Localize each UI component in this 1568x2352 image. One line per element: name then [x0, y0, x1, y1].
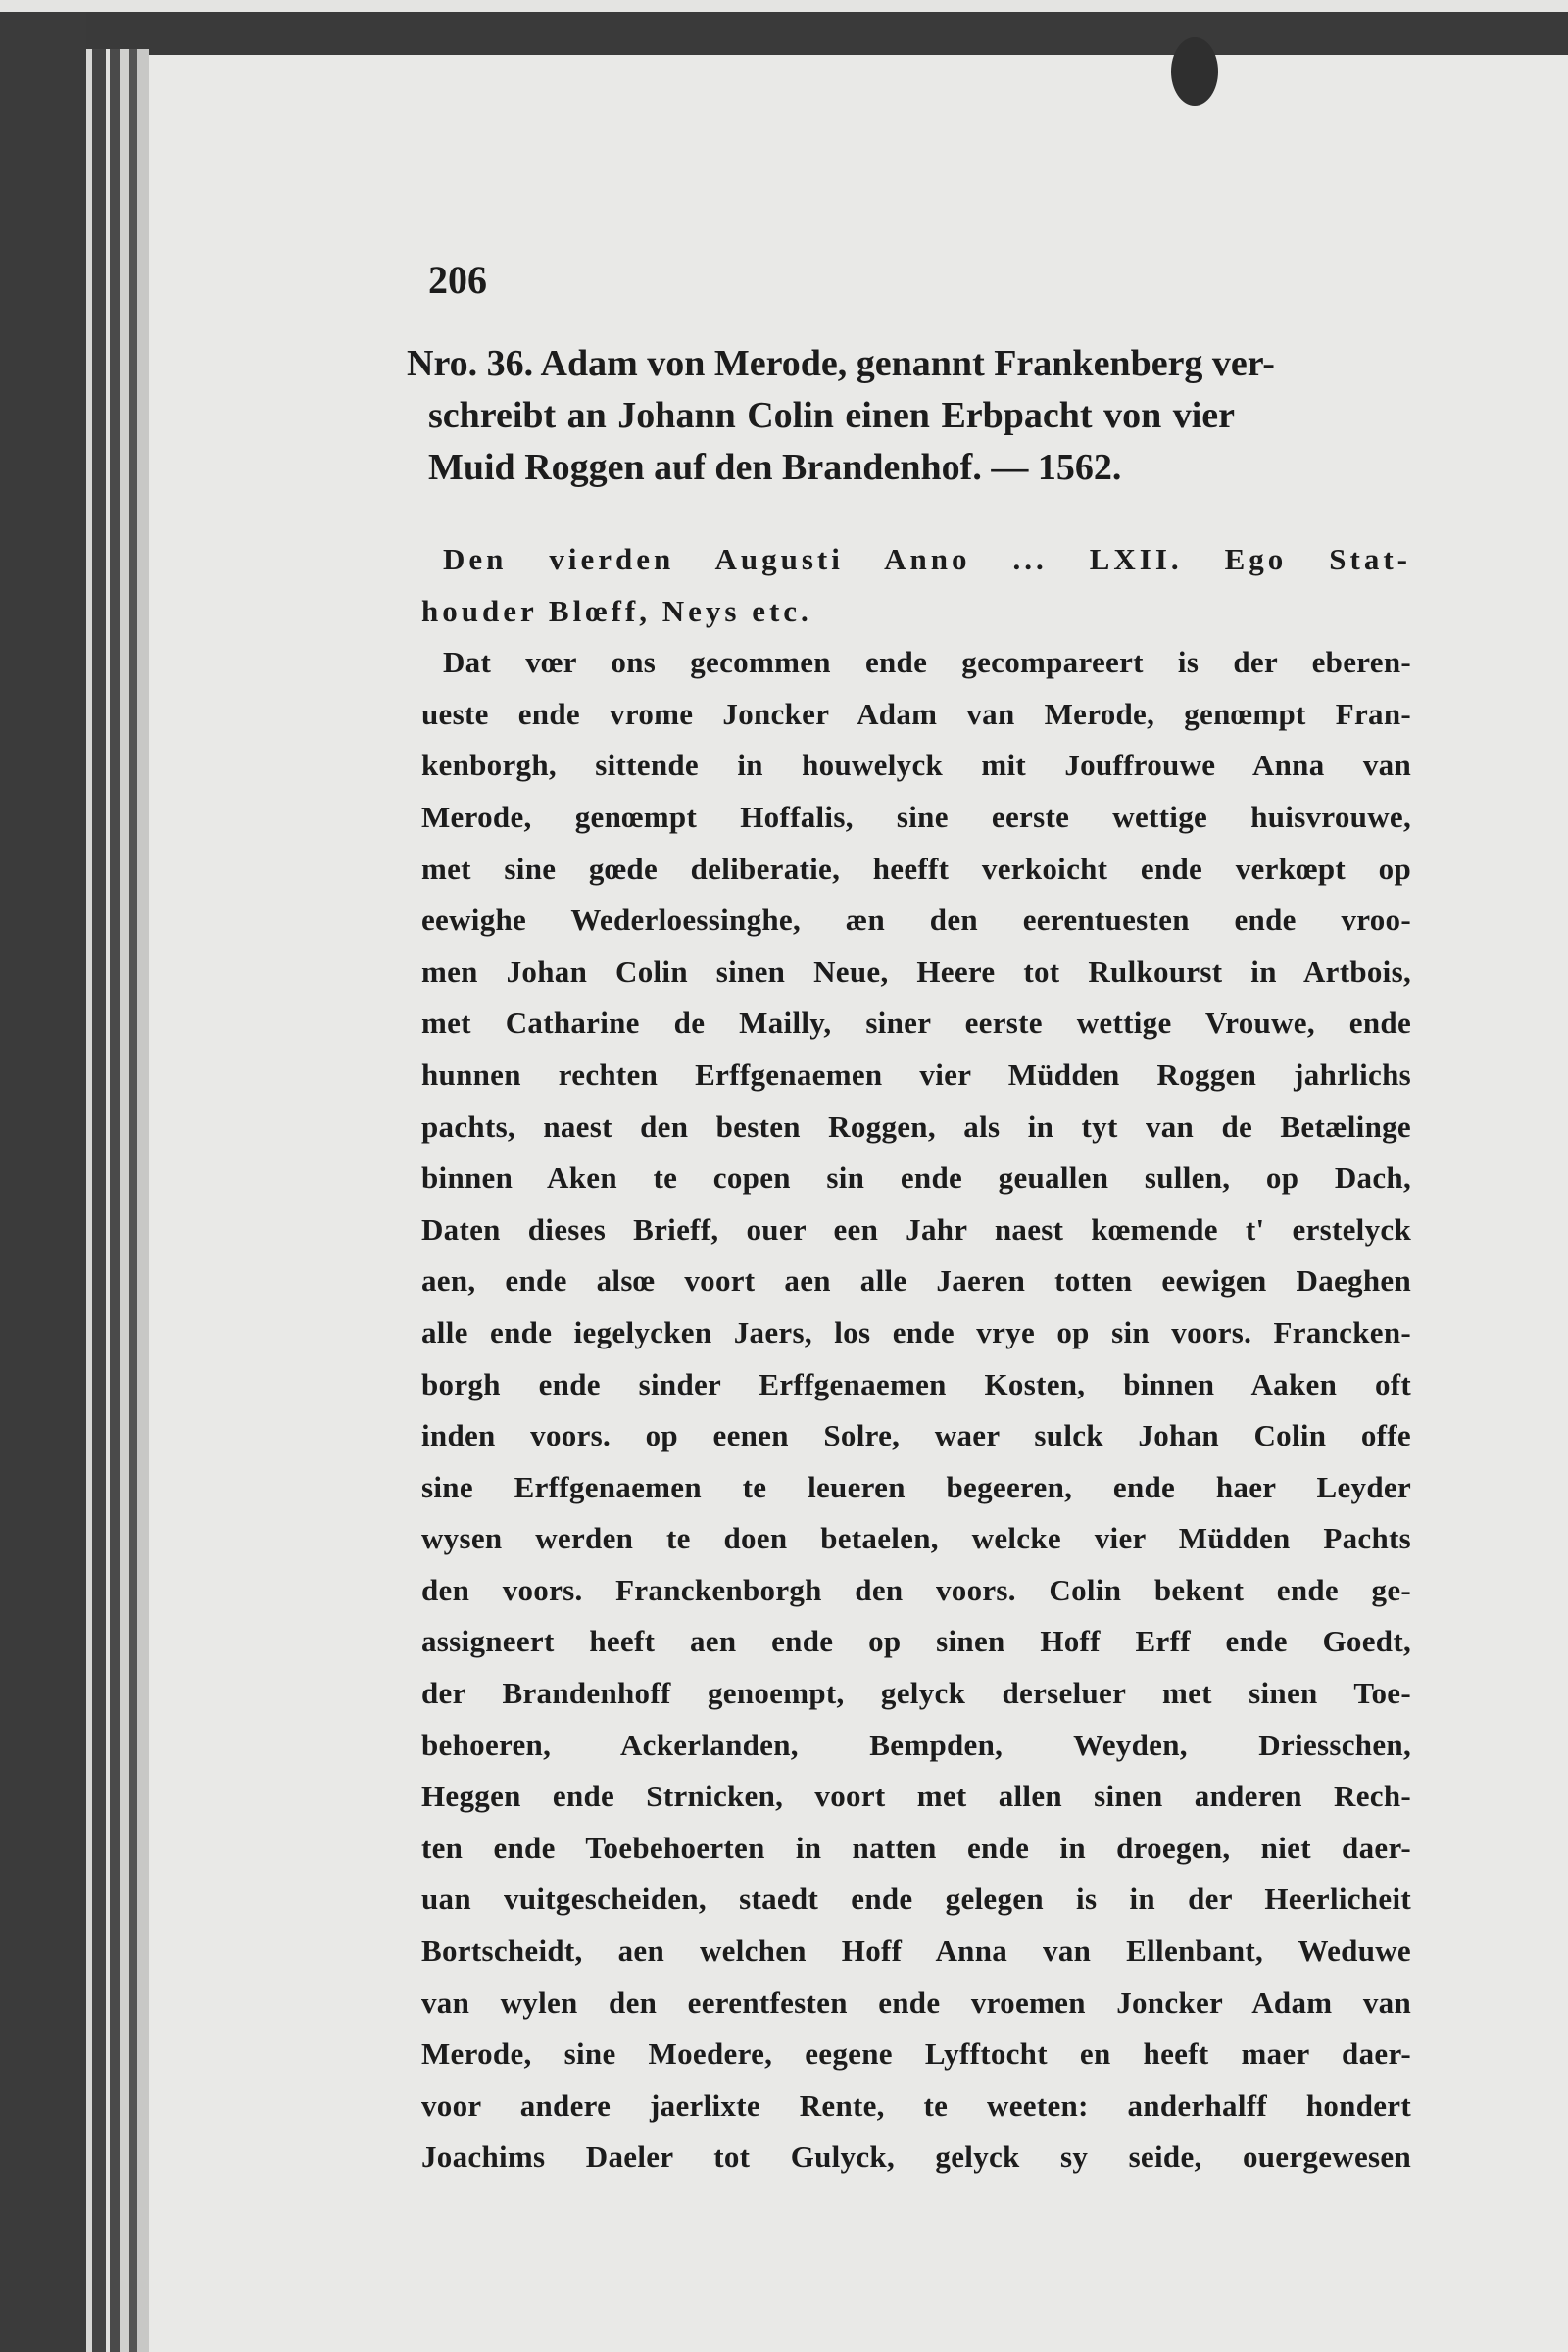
scan-left-border: [0, 12, 86, 2352]
body-line: hunnen rechten Erffgenaemen vier Müdden Roggen jahrlichs: [421, 1056, 1411, 1092]
body-line: inden voors. op eenen Solre, waer sulck Johan Colin offe: [421, 1418, 1411, 1453]
body-line: Daten dieses Brieff, ouer een Jahr naest kœmende t' erstelyck: [421, 1211, 1411, 1247]
body-line: met sine gœde deliberatie, heefft verkoicht ende verkœpt op: [421, 851, 1411, 886]
page-hole: [1171, 37, 1218, 106]
body-line: sine Erffgenaemen te leueren begeeren, ende haer Leyder: [421, 1469, 1411, 1504]
body-line: den voors. Franckenborgh den voors. Colin bekent ende ge-: [421, 1572, 1411, 1607]
body-line: eewighe Wederloessinghe, æn den eerentuesten ende vroo-: [421, 903, 1411, 938]
body-line: Bortscheidt, aen welchen Hoff Anna van Ellenbant, Weduwe: [421, 1934, 1411, 1969]
heading-line: Muid Roggen auf den Brandenhof. — 1562.: [428, 447, 1122, 488]
scan-top-edge: [0, 0, 1568, 12]
scan-top-border: [0, 12, 1568, 55]
body-line: Merode, genœmpt Hoffalis, sine eerste wettige huisvrouwe,: [421, 799, 1411, 834]
body-line: aen, ende alsœ voort aen alle Jaeren totten eewigen Daeghen: [421, 1263, 1411, 1298]
document-body: [421, 534, 1411, 2183]
heading-line: schreibt an Johann Colin einen Erbpacht von vier: [428, 395, 1235, 436]
heading-line: Nro. 36. Adam von Merode, genannt Frankenberg ver-: [407, 343, 1275, 384]
body-line: voor andere jaerlixte Rente, te weeten: anderhalff hondert: [421, 2087, 1411, 2123]
page-number: 206: [428, 258, 487, 302]
body-line: kenborgh, sittende in houwelyck mit Jouffrouwe Anna van: [421, 748, 1411, 783]
body-line: wysen werden te doen betaelen, welcke vier Müdden Pachts: [421, 1521, 1411, 1556]
document-heading: [407, 338, 1275, 494]
body-line: uan vuitgescheiden, staedt ende gelegen is in der Heerlicheit: [421, 1882, 1411, 1917]
body-line: Joachims Daeler tot Gulyck, gelyck sy seide, ouergewesen: [421, 2139, 1411, 2175]
body-line: men Johan Colin sinen Neue, Heere tot Rulkourst in Artbois,: [421, 954, 1411, 989]
body-line: borgh ende sinder Erffgenaemen Kosten, binnen Aaken oft: [421, 1366, 1411, 1401]
body-line: met Catharine de Mailly, siner eerste wettige Vrouwe, ende: [421, 1005, 1411, 1041]
body-line: van wylen den eerentfesten ende vroemen Joncker Adam van: [421, 1984, 1411, 2020]
body-line: alle ende iegelycken Jaers, los ende vrye op sin voors. Francken-: [421, 1314, 1411, 1349]
body-line: ten ende Toebehoerten in natten ende in droegen, niet daer-: [421, 1830, 1411, 1865]
body-line: behoeren, Ackerlanden, Bempden, Weyden, Driesschen,: [421, 1727, 1411, 1762]
body-line: pachts, naest den besten Roggen, als in tyt van de Betælinge: [421, 1108, 1411, 1144]
body-line: der Brandenhoff genoempt, gelyck derseluer met sinen Toe-: [421, 1676, 1411, 1711]
body-line: assigneert heeft aen ende op sinen Hoff Erff ende Goedt,: [421, 1624, 1411, 1659]
body-line: Heggen ende Strnicken, voort met allen sinen anderen Rech-: [421, 1779, 1411, 1814]
body-line: ueste ende vrome Joncker Adam van Merode, genœmpt Fran-: [421, 696, 1411, 731]
intro-line: Den vierden Augusti Anno ... LXII. Ego Stat-: [443, 542, 1411, 576]
body-line: Merode, sine Moedere, eegene Lyfftocht en heeft maer daer-: [421, 2036, 1411, 2072]
book-binding-edge: [86, 49, 149, 2352]
body-line: Dat vœr ons gecommen ende gecompareert is der eberen-: [443, 645, 1411, 680]
body-line: binnen Aken te copen sin ende geuallen sullen, op Dach,: [421, 1160, 1411, 1196]
intro-line: houder Blœff, Neys etc.: [421, 593, 812, 628]
